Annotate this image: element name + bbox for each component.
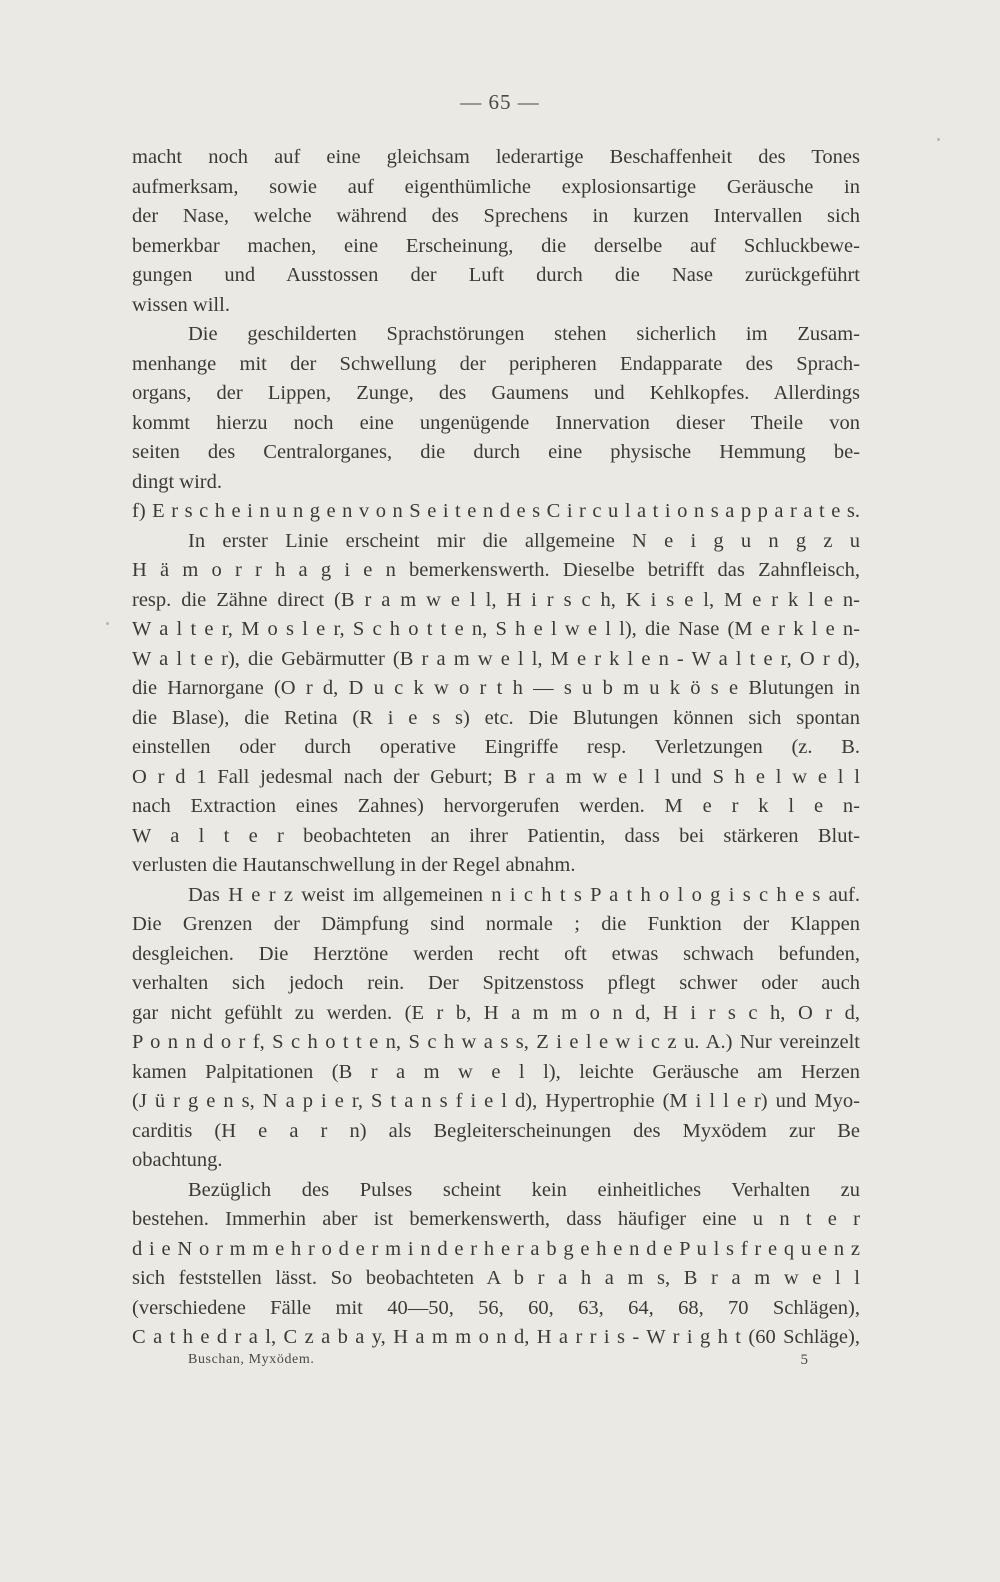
text-line: carditis (H e a r n) als Begleiterscheinungen des Myxödem zur Be — [132, 1119, 860, 1142]
text-line: bemerkbar machen, eine Erscheinung, die derselbe auf Schluckbewe- — [132, 234, 860, 257]
text-line: organs, der Lippen, Zunge, des Gaumens und Kehlkopfes. Allerdings — [132, 382, 860, 404]
text-line: W a l t e r), die Gebärmutter (B r a m w e l l, M e r k l e n - W a l t e r, O r d), — [132, 647, 860, 670]
text-line: desgleichen. Die Herztöne werden recht oft etwas schwach befunden, — [132, 942, 860, 965]
text-line: kamen Palpitationen (B r a m w e l l), leichte Geräusche am Herzen — [132, 1060, 860, 1083]
text-line: der Nase, welche während des Sprechens in kurzen Intervallen sich — [132, 205, 860, 227]
text-line: Das H e r z weist im allgemeinen n i c h t s P a t h o l o g i s c h e s auf. — [188, 883, 860, 906]
text-line: bestehen. Immerhin aber ist bemerkenswerth, dass häufiger eine u n t e r — [132, 1208, 860, 1230]
text-line: obachtung. — [132, 1149, 223, 1171]
footer-author-title: Buschan, Myxödem. — [188, 1352, 315, 1367]
text-line: W a l t e r beobachteten an ihrer Patientin, dass bei stärkeren Blut- — [132, 824, 860, 847]
text-line: die Harnorgane (O r d, D u c k w o r t h — s u b m u k ö s e Blutungen in — [132, 677, 860, 699]
text-line: O r d 1 Fall jedesmal nach der Geburt; B r a m w e l l und S h e l w e l l — [132, 765, 860, 788]
page-footer — [188, 1352, 808, 1376]
text-line: In erster Linie erscheint mir die allgemeine N e i g u n g z u — [188, 529, 860, 552]
text-line: d i e N o r m m e h r o d e r m i n d e r h e r a b g e h e n d e P u l s f r e q u e n z — [132, 1237, 860, 1260]
text-line: resp. die Zähne direct (B r a m w e l l, H i r s c h, K i s e l, M e r k l e n- — [132, 588, 860, 611]
text-line: C a t h e d r a l, C z a b a y, H a m m o n d, H a r r i s - W r i g h t (60 Schläge), — [132, 1326, 860, 1348]
text-line: die Blase), die Retina (R i e s s) etc. Die Blutungen können sich spontan — [132, 706, 860, 729]
text-line: f) E r s c h e i n u n g e n v o n S e i t e n d e s C i r c u l a t i o n s a p p a r a t e s. — [132, 500, 860, 522]
text-line: P o n n d o r f, S c h o t t e n, S c h w a s s, Z i e l e w i c z u. A.) Nur vereinzelt — [132, 1031, 860, 1053]
text-line: Die Grenzen der Dämpfung sind normale ; die Funktion der Klappen — [132, 913, 860, 935]
text-line: macht noch auf eine gleichsam lederartige Beschaffenheit des Tones — [132, 146, 860, 168]
text-line: wissen will. — [132, 293, 230, 316]
text-line: verlusten die Hautanschwellung in der Regel abnahm. — [132, 854, 576, 876]
text-line: verhalten sich jedoch rein. Der Spitzenstoss pflegt schwer oder auch — [132, 972, 860, 994]
paper-speck — [937, 138, 940, 141]
text-line: einstellen oder durch operative Eingriffe resp. Verletzungen (z. B. — [132, 736, 860, 758]
footer-signature-mark: 5 — [800, 1352, 808, 1368]
text-line: H ä m o r r h a g i e n bemerkenswerth. Dieselbe betrifft das Zahnfleisch, — [132, 559, 860, 581]
body-text — [132, 143, 860, 1353]
text-line: nach Extraction eines Zahnes) hervorgerufen werden. M e r k l e n- — [132, 795, 860, 817]
text-line: sich feststellen lässt. So beobachteten A b r a h a m s, B r a m w e l l — [132, 1267, 860, 1289]
text-line: seiten des Centralorganes, die durch eine physische Hemmung be- — [132, 441, 860, 463]
text-line: dingt wird. — [132, 470, 222, 493]
text-line: Bezüglich des Pulses scheint kein einheitliches Verhalten zu — [188, 1178, 860, 1201]
text-line: menhange mit der Schwellung der peripheren Endapparate des Sprach- — [132, 352, 860, 375]
page-number: — 65 — — [460, 90, 540, 114]
text-line: W a l t e r, M o s l e r, S c h o t t e n, S h e l w e l l), die Nase (M e r k l e n- — [132, 618, 860, 640]
text-line: aufmerksam, sowie auf eigenthümliche explosionsartige Geräusche in — [132, 175, 860, 198]
text-line: gungen und Ausstossen der Luft durch die Nase zurückgeführt — [132, 264, 860, 286]
text-line: Die geschilderten Sprachstörungen stehen sicherlich im Zusam- — [188, 323, 860, 345]
text-line: gar nicht gefühlt zu werden. (E r b, H a m m o n d, H i r s c h, O r d, — [132, 1001, 860, 1024]
text-line: (J ü r g e n s, N a p i e r, S t a n s f i e l d), Hypertrophie (M i l l e r) und Myo- — [132, 1090, 860, 1112]
paper-speck — [106, 622, 109, 625]
text-line: kommt hierzu noch eine ungenügende Innervation dieser Theile von — [132, 411, 860, 434]
text-line: (verschiedene Fälle mit 40—50, 56, 60, 63, 64, 68, 70 Schlägen), — [132, 1296, 860, 1319]
